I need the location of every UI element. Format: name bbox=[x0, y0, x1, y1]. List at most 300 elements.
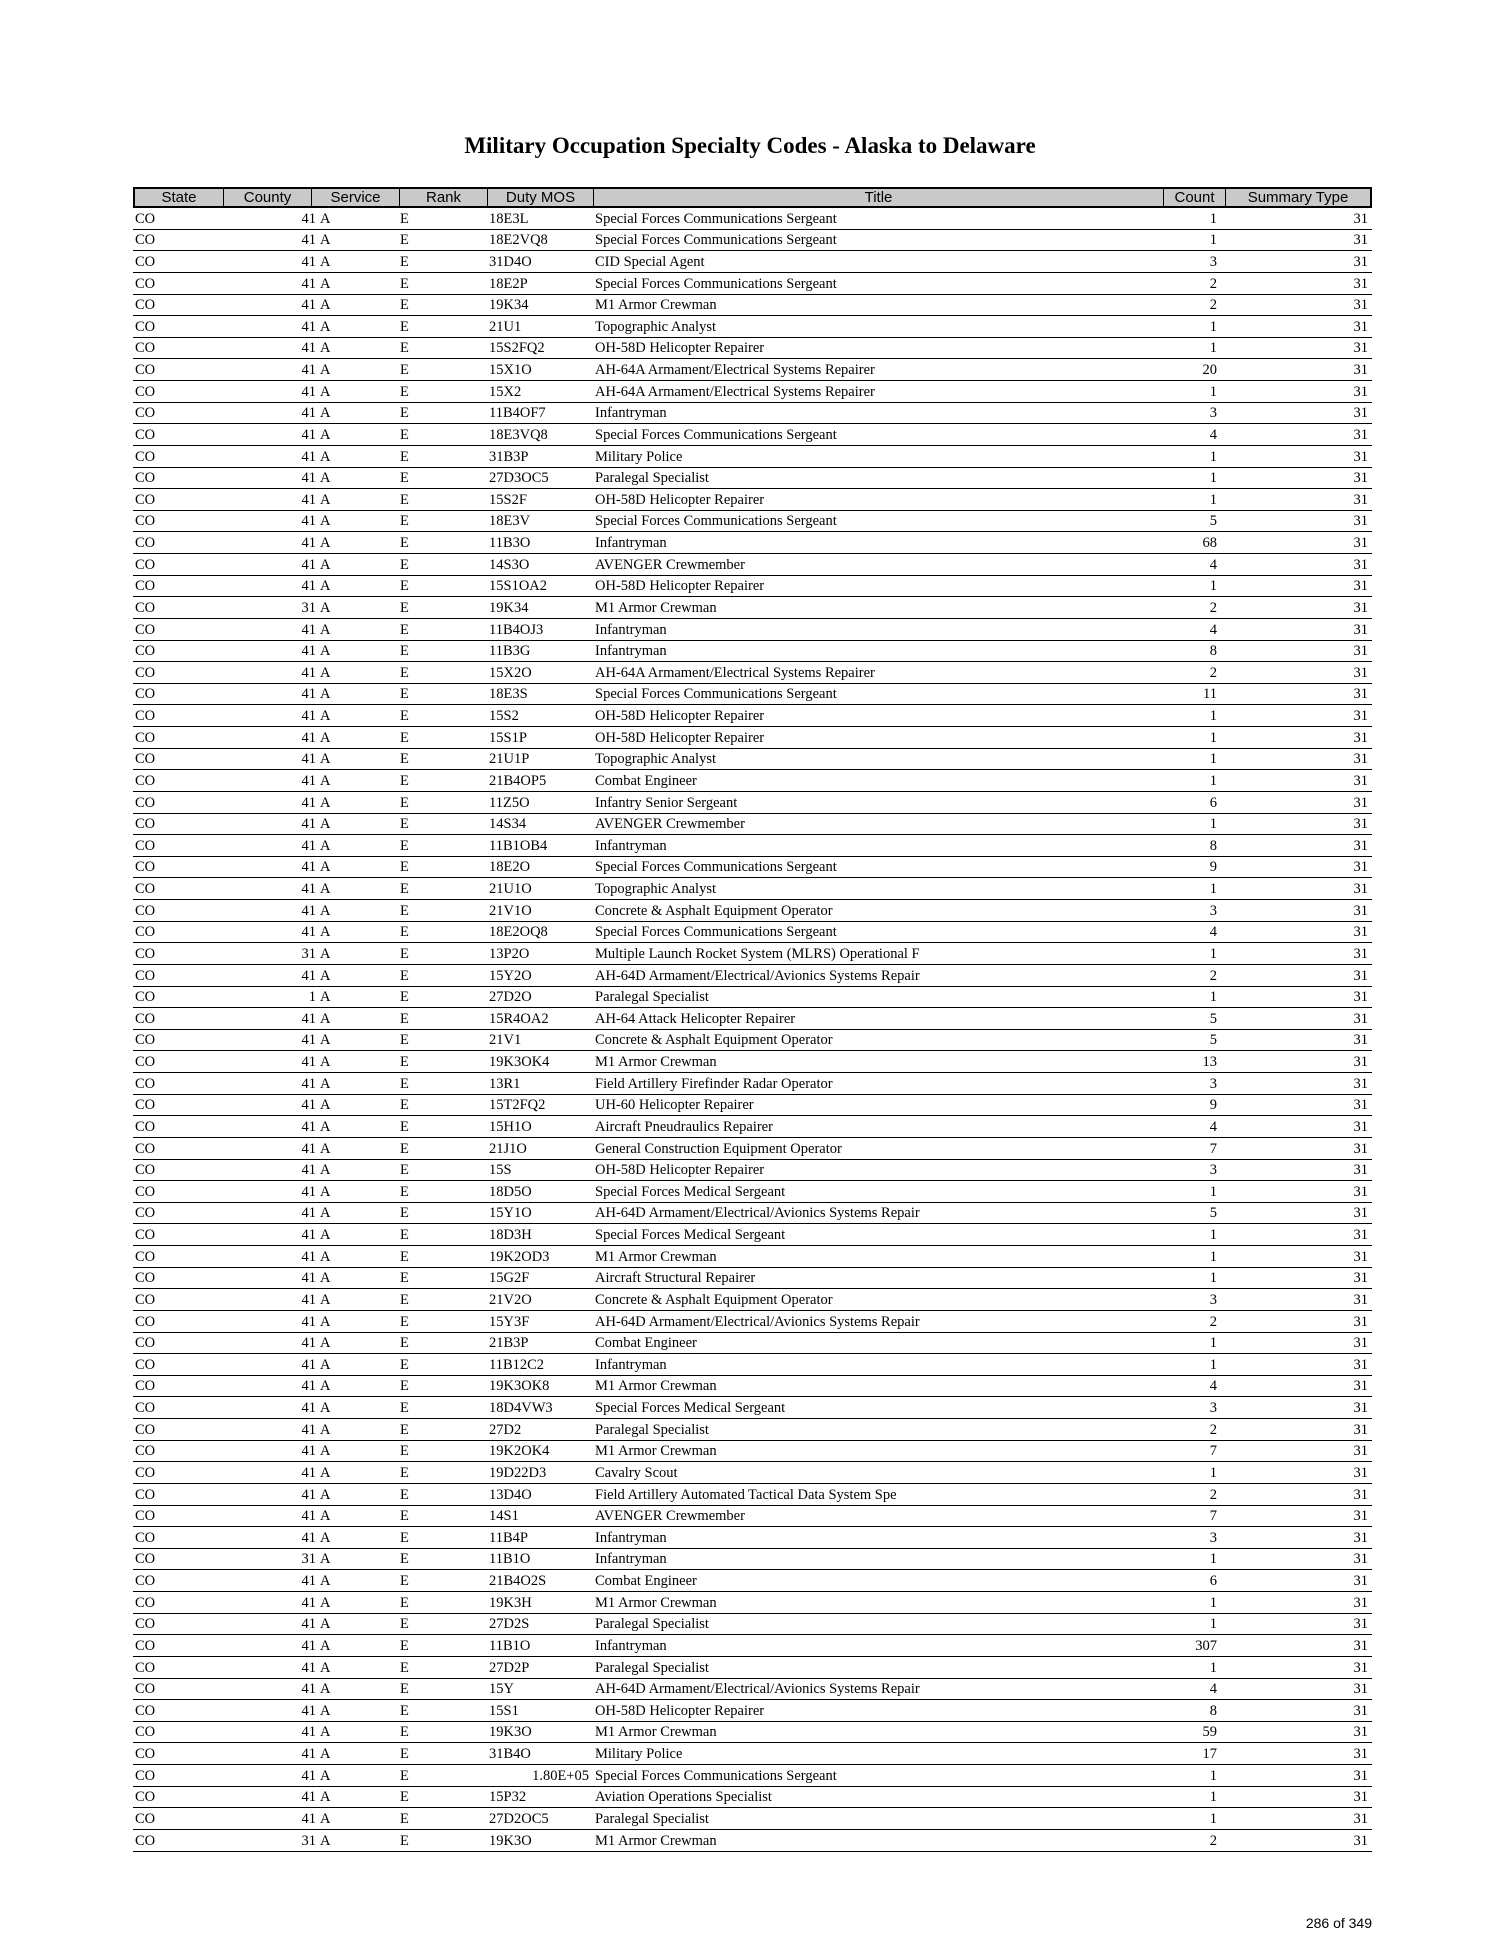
table-row bbox=[133, 619, 1372, 641]
cell-county: 41 bbox=[301, 578, 316, 595]
cell-count: 9 bbox=[1209, 859, 1217, 876]
cell-summary-type: 31 bbox=[1353, 708, 1368, 724]
cell-title: Infantryman bbox=[595, 621, 667, 638]
cell-title: AH-64D Armament/Electrical/Avionics Systems Repair bbox=[595, 1205, 920, 1222]
table-row bbox=[133, 1527, 1372, 1549]
cell-title: AVENGER Crewmember bbox=[595, 816, 745, 833]
cell-title: Combat Engineer bbox=[595, 1573, 697, 1589]
table-row bbox=[133, 597, 1372, 619]
cell-title: Aircraft Pneudraulics Repairer bbox=[595, 1118, 773, 1135]
cell-title: Infantryman bbox=[595, 1356, 667, 1373]
cell-service: A bbox=[320, 772, 331, 789]
cell-summary-type: 31 bbox=[1353, 902, 1368, 919]
cell-rank: E bbox=[400, 1421, 409, 1438]
cell-summary-type: 31 bbox=[1353, 362, 1368, 378]
page-number: 286 of 349 bbox=[1305, 1915, 1372, 1931]
cell-title: Paralegal Specialist bbox=[595, 1616, 709, 1633]
cell-service: A bbox=[320, 1010, 331, 1027]
cell-service: A bbox=[320, 1508, 331, 1525]
cell-service: A bbox=[320, 405, 331, 422]
cell-county: 41 bbox=[301, 1010, 316, 1027]
cell-rank: E bbox=[400, 1356, 409, 1373]
cell-summary-type: 31 bbox=[1353, 1291, 1368, 1308]
cell-summary-type: 31 bbox=[1353, 664, 1368, 681]
cell-title: Special Forces Communications Sergeant bbox=[595, 1767, 837, 1784]
cell-summary-type: 31 bbox=[1353, 1400, 1368, 1416]
cell-duty-mos: 1.80E+05 bbox=[532, 1767, 589, 1784]
cell-title: OH-58D Helicopter Repairer bbox=[595, 1162, 765, 1179]
cell-duty-mos: 11B1OB4 bbox=[489, 837, 548, 854]
cell-duty-mos: 27D3OC5 bbox=[489, 470, 549, 487]
cell-count: 6 bbox=[1209, 794, 1217, 811]
table-row bbox=[133, 1203, 1372, 1225]
cell-service: A bbox=[320, 1248, 331, 1265]
table-row bbox=[133, 1095, 1372, 1117]
cell-duty-mos: 15S2 bbox=[489, 708, 519, 724]
cell-summary-type: 31 bbox=[1353, 816, 1368, 833]
cell-service: A bbox=[320, 491, 331, 508]
cell-service: A bbox=[320, 362, 331, 378]
cell-rank: E bbox=[400, 686, 409, 703]
cell-count: 1 bbox=[1209, 1810, 1217, 1827]
cell-title: Paralegal Specialist bbox=[595, 989, 709, 1006]
cell-service: A bbox=[320, 1183, 331, 1200]
cell-state: CO bbox=[135, 232, 156, 249]
cell-state: CO bbox=[135, 1227, 156, 1243]
cell-county: 41 bbox=[301, 1054, 316, 1070]
cell-state: CO bbox=[135, 1356, 156, 1373]
table-row bbox=[133, 338, 1372, 360]
cell-rank: E bbox=[400, 470, 409, 487]
cell-count: 1 bbox=[1209, 989, 1217, 1006]
cell-rank: E bbox=[400, 664, 409, 681]
table-row bbox=[133, 1051, 1372, 1073]
cell-title: OH-58D Helicopter Repairer bbox=[595, 491, 765, 508]
cell-title: AVENGER Crewmember bbox=[595, 556, 745, 573]
cell-title: Paralegal Specialist bbox=[595, 1421, 709, 1438]
cell-rank: E bbox=[400, 859, 409, 876]
cell-count: 2 bbox=[1209, 1421, 1217, 1438]
cell-state: CO bbox=[135, 621, 156, 638]
cell-service: A bbox=[320, 1832, 331, 1849]
cell-county: 41 bbox=[301, 513, 316, 530]
cell-state: CO bbox=[135, 599, 156, 616]
cell-count: 59 bbox=[1202, 1724, 1217, 1741]
cell-service: A bbox=[320, 837, 331, 854]
cell-rank: E bbox=[400, 1183, 409, 1200]
page-title: Military Occupation Specialty Codes - Alaska to Delaware bbox=[464, 133, 1036, 158]
table-row bbox=[133, 727, 1372, 749]
cell-rank: E bbox=[400, 1681, 409, 1698]
cell-summary-type: 31 bbox=[1353, 751, 1368, 768]
cell-summary-type: 31 bbox=[1353, 426, 1368, 443]
table-row bbox=[133, 1484, 1372, 1506]
cell-count: 7 bbox=[1209, 1140, 1217, 1157]
cell-summary-type: 31 bbox=[1353, 448, 1368, 465]
cell-duty-mos: 19K3O bbox=[489, 1724, 532, 1741]
cell-service: A bbox=[320, 1810, 331, 1827]
cell-duty-mos: 31B3P bbox=[489, 448, 529, 465]
cell-duty-mos: 19K3H bbox=[489, 1594, 532, 1611]
cell-rank: E bbox=[400, 1313, 409, 1330]
cell-service: A bbox=[320, 1681, 331, 1698]
cell-count: 2 bbox=[1209, 967, 1217, 984]
cell-county: 41 bbox=[301, 1140, 316, 1157]
cell-title: Paralegal Specialist bbox=[595, 1659, 709, 1676]
cell-state: CO bbox=[135, 405, 156, 422]
cell-service: A bbox=[320, 426, 331, 443]
cell-duty-mos: 14S34 bbox=[489, 816, 527, 833]
cell-county: 41 bbox=[301, 535, 316, 551]
cell-summary-type: 31 bbox=[1353, 232, 1368, 249]
table-row bbox=[133, 251, 1372, 273]
table-row bbox=[133, 1224, 1372, 1246]
cell-duty-mos: 21U1P bbox=[489, 751, 530, 768]
cell-county: 41 bbox=[301, 1443, 316, 1460]
cell-rank: E bbox=[400, 1594, 409, 1611]
cell-rank: E bbox=[400, 362, 409, 378]
cell-rank: E bbox=[400, 1248, 409, 1265]
cell-state: CO bbox=[135, 1140, 156, 1157]
cell-count: 5 bbox=[1209, 1010, 1217, 1027]
cell-county: 41 bbox=[301, 794, 316, 811]
cell-summary-type: 31 bbox=[1353, 1162, 1368, 1179]
cell-title: Special Forces Medical Sergeant bbox=[595, 1183, 786, 1200]
cell-duty-mos: 18E2O bbox=[489, 859, 531, 876]
cell-state: CO bbox=[135, 945, 156, 962]
cell-rank: E bbox=[400, 1464, 409, 1481]
table-row bbox=[133, 403, 1372, 425]
cell-count: 1 bbox=[1209, 1464, 1217, 1481]
table-row bbox=[133, 1743, 1372, 1765]
cell-title: M1 Armor Crewman bbox=[595, 1724, 717, 1741]
cell-summary-type: 31 bbox=[1353, 340, 1368, 357]
cell-summary-type: 31 bbox=[1353, 1594, 1368, 1611]
cell-state: CO bbox=[135, 1335, 156, 1352]
cell-county: 41 bbox=[301, 491, 316, 508]
cell-duty-mos: 15H1O bbox=[489, 1118, 532, 1135]
cell-summary-type: 31 bbox=[1353, 643, 1368, 660]
cell-state: CO bbox=[135, 1659, 156, 1676]
cell-title: Concrete & Asphalt Equipment Operator bbox=[595, 902, 833, 919]
cell-summary-type: 31 bbox=[1353, 318, 1368, 335]
table-row bbox=[133, 1397, 1372, 1419]
cell-duty-mos: 19K3OK4 bbox=[489, 1054, 550, 1070]
cell-summary-type: 31 bbox=[1353, 253, 1368, 270]
cell-county: 41 bbox=[301, 318, 316, 335]
cell-title: Special Forces Communications Sergeant bbox=[595, 859, 837, 876]
cell-count: 17 bbox=[1202, 1746, 1217, 1762]
cell-service: A bbox=[320, 1227, 331, 1243]
cell-service: A bbox=[320, 751, 331, 768]
cell-county: 41 bbox=[301, 729, 316, 746]
cell-count: 13 bbox=[1202, 1054, 1217, 1070]
cell-service: A bbox=[320, 535, 331, 551]
cell-service: A bbox=[320, 1291, 331, 1308]
cell-rank: E bbox=[400, 1659, 409, 1676]
cell-state: CO bbox=[135, 1075, 156, 1092]
cell-summary-type: 31 bbox=[1353, 686, 1368, 703]
table-row bbox=[133, 381, 1372, 403]
cell-count: 4 bbox=[1209, 1378, 1217, 1395]
cell-title: OH-58D Helicopter Repairer bbox=[595, 340, 765, 357]
cell-county: 41 bbox=[301, 686, 316, 703]
cell-duty-mos: 15R4OA2 bbox=[489, 1010, 549, 1027]
cell-count: 2 bbox=[1209, 275, 1217, 292]
cell-service: A bbox=[320, 556, 331, 573]
cell-county: 31 bbox=[301, 599, 316, 616]
header-title: Title bbox=[594, 189, 1164, 206]
cell-count: 1 bbox=[1209, 470, 1217, 487]
cell-title: Paralegal Specialist bbox=[595, 470, 709, 487]
header-count: Count bbox=[1164, 189, 1226, 206]
cell-rank: E bbox=[400, 1810, 409, 1827]
cell-rank: E bbox=[400, 1118, 409, 1135]
cell-rank: E bbox=[400, 1529, 409, 1546]
header-summary-type: Summary Type bbox=[1247, 189, 1349, 206]
table-row bbox=[133, 705, 1372, 727]
cell-count: 1 bbox=[1209, 1659, 1217, 1676]
cell-title: Infantryman bbox=[595, 643, 667, 660]
cell-county: 41 bbox=[301, 816, 316, 833]
cell-service: A bbox=[320, 967, 331, 984]
cell-summary-type: 31 bbox=[1353, 1248, 1368, 1265]
cell-service: A bbox=[320, 383, 331, 400]
cell-rank: E bbox=[400, 1573, 409, 1589]
cell-summary-type: 31 bbox=[1353, 1205, 1368, 1222]
cell-county: 41 bbox=[301, 967, 316, 984]
cell-state: CO bbox=[135, 1118, 156, 1135]
table-row bbox=[133, 770, 1372, 792]
header-state: State bbox=[135, 189, 224, 206]
table-row bbox=[133, 749, 1372, 771]
table-row bbox=[133, 814, 1372, 836]
cell-title: General Construction Equipment Operator bbox=[595, 1140, 842, 1157]
cell-duty-mos: 19K34 bbox=[489, 297, 529, 314]
cell-service: A bbox=[320, 1075, 331, 1092]
cell-service: A bbox=[320, 448, 331, 465]
cell-state: CO bbox=[135, 664, 156, 681]
cell-summary-type: 31 bbox=[1353, 1356, 1368, 1373]
cell-duty-mos: 11B12C2 bbox=[489, 1356, 545, 1373]
table-row bbox=[133, 641, 1372, 663]
table-row bbox=[133, 1333, 1372, 1355]
cell-county: 41 bbox=[301, 1227, 316, 1243]
cell-service: A bbox=[320, 1529, 331, 1546]
cell-count: 20 bbox=[1202, 362, 1217, 378]
cell-count: 8 bbox=[1209, 1702, 1217, 1719]
cell-county: 41 bbox=[301, 1810, 316, 1827]
cell-service: A bbox=[320, 1140, 331, 1157]
cell-summary-type: 31 bbox=[1353, 1443, 1368, 1460]
table-row bbox=[133, 489, 1372, 511]
cell-county: 41 bbox=[301, 772, 316, 789]
cell-count: 1 bbox=[1209, 708, 1217, 724]
cell-state: CO bbox=[135, 1464, 156, 1481]
cell-count: 1 bbox=[1209, 1551, 1217, 1568]
cell-rank: E bbox=[400, 1746, 409, 1762]
table-row bbox=[133, 316, 1372, 338]
cell-state: CO bbox=[135, 1529, 156, 1546]
cell-duty-mos: 27D2P bbox=[489, 1659, 530, 1676]
cell-count: 2 bbox=[1209, 599, 1217, 616]
cell-title: M1 Armor Crewman bbox=[595, 1378, 717, 1395]
table-row bbox=[133, 446, 1372, 468]
cell-duty-mos: 18E2VQ8 bbox=[489, 232, 548, 249]
cell-county: 41 bbox=[301, 1270, 316, 1287]
cell-duty-mos: 27D2S bbox=[489, 1616, 530, 1633]
cell-county: 41 bbox=[301, 1637, 316, 1654]
table-row bbox=[133, 1138, 1372, 1160]
cell-summary-type: 31 bbox=[1353, 405, 1368, 422]
cell-state: CO bbox=[135, 448, 156, 465]
cell-count: 68 bbox=[1202, 535, 1217, 551]
table-row bbox=[133, 1246, 1372, 1268]
cell-county: 41 bbox=[301, 1118, 316, 1135]
cell-rank: E bbox=[400, 1400, 409, 1416]
cell-state: CO bbox=[135, 881, 156, 897]
cell-county: 41 bbox=[301, 253, 316, 270]
cell-count: 1 bbox=[1209, 448, 1217, 465]
cell-summary-type: 31 bbox=[1353, 297, 1368, 314]
cell-duty-mos: 21B4O2S bbox=[489, 1573, 547, 1589]
cell-rank: E bbox=[400, 210, 409, 227]
table-row bbox=[133, 965, 1372, 987]
cell-summary-type: 31 bbox=[1353, 794, 1368, 811]
table-row bbox=[133, 1592, 1372, 1614]
cell-state: CO bbox=[135, 275, 156, 292]
cell-duty-mos: 15Y2O bbox=[489, 967, 532, 984]
cell-duty-mos: 14S1 bbox=[489, 1508, 519, 1525]
table-row bbox=[133, 857, 1372, 879]
table-row bbox=[133, 230, 1372, 252]
cell-title: Special Forces Communications Sergeant bbox=[595, 924, 837, 941]
cell-service: A bbox=[320, 621, 331, 638]
cell-summary-type: 31 bbox=[1353, 1616, 1368, 1633]
table-row bbox=[133, 987, 1372, 1009]
cell-duty-mos: 15Y1O bbox=[489, 1205, 532, 1222]
cell-county: 41 bbox=[301, 1162, 316, 1179]
cell-state: CO bbox=[135, 967, 156, 984]
cell-state: CO bbox=[135, 513, 156, 530]
cell-rank: E bbox=[400, 881, 409, 897]
cell-summary-type: 31 bbox=[1353, 1270, 1368, 1287]
cell-count: 1 bbox=[1209, 1594, 1217, 1611]
cell-state: CO bbox=[135, 1486, 156, 1503]
cell-service: A bbox=[320, 1270, 331, 1287]
cell-title: AH-64D Armament/Electrical/Avionics Systems Repair bbox=[595, 967, 920, 984]
cell-count: 7 bbox=[1209, 1443, 1217, 1460]
cell-county: 31 bbox=[301, 945, 316, 962]
cell-service: A bbox=[320, 881, 331, 897]
cell-summary-type: 31 bbox=[1353, 859, 1368, 876]
cell-duty-mos: 11B1O bbox=[489, 1551, 531, 1568]
cell-duty-mos: 18D4VW3 bbox=[489, 1400, 553, 1416]
cell-state: CO bbox=[135, 210, 156, 227]
cell-rank: E bbox=[400, 729, 409, 746]
cell-state: CO bbox=[135, 1573, 156, 1589]
cell-county: 41 bbox=[301, 1097, 316, 1114]
cell-count: 5 bbox=[1209, 1205, 1217, 1222]
cell-title: Military Police bbox=[595, 1746, 683, 1762]
cell-title: AH-64D Armament/Electrical/Avionics Systems Repair bbox=[595, 1681, 920, 1698]
cell-service: A bbox=[320, 1421, 331, 1438]
cell-service: A bbox=[320, 1464, 331, 1481]
cell-state: CO bbox=[135, 794, 156, 811]
cell-duty-mos: 19D22D3 bbox=[489, 1464, 547, 1481]
cell-summary-type: 31 bbox=[1353, 1227, 1368, 1243]
cell-service: A bbox=[320, 1335, 331, 1352]
cell-rank: E bbox=[400, 297, 409, 314]
cell-summary-type: 31 bbox=[1353, 1010, 1368, 1027]
cell-duty-mos: 11B4OF7 bbox=[489, 405, 546, 422]
cell-rank: E bbox=[400, 491, 409, 508]
cell-title: Infantryman bbox=[595, 1637, 667, 1654]
cell-duty-mos: 21B4OP5 bbox=[489, 772, 547, 789]
cell-rank: E bbox=[400, 1724, 409, 1741]
cell-title: Infantryman bbox=[595, 535, 667, 551]
cell-service: A bbox=[320, 210, 331, 227]
cell-duty-mos: 13P2O bbox=[489, 945, 530, 962]
cell-service: A bbox=[320, 1313, 331, 1330]
cell-count: 1 bbox=[1209, 318, 1217, 335]
cell-summary-type: 31 bbox=[1353, 945, 1368, 962]
cell-service: A bbox=[320, 1789, 331, 1806]
cell-service: A bbox=[320, 1702, 331, 1719]
header-service: Service bbox=[312, 189, 400, 206]
cell-count: 1 bbox=[1209, 232, 1217, 249]
cell-state: CO bbox=[135, 859, 156, 876]
cell-duty-mos: 11B3G bbox=[489, 643, 531, 660]
cell-service: A bbox=[320, 1486, 331, 1503]
cell-service: A bbox=[320, 708, 331, 724]
table-row bbox=[133, 576, 1372, 598]
cell-summary-type: 31 bbox=[1353, 210, 1368, 227]
cell-county: 31 bbox=[301, 1551, 316, 1568]
cell-summary-type: 31 bbox=[1353, 275, 1368, 292]
cell-summary-type: 31 bbox=[1353, 1810, 1368, 1827]
table-row bbox=[133, 208, 1372, 230]
cell-rank: E bbox=[400, 340, 409, 357]
cell-service: A bbox=[320, 729, 331, 746]
cell-state: CO bbox=[135, 556, 156, 573]
cell-county: 41 bbox=[301, 448, 316, 465]
cell-duty-mos: 15S bbox=[489, 1162, 512, 1179]
table-row bbox=[133, 878, 1372, 900]
table-row bbox=[133, 273, 1372, 295]
cell-duty-mos: 21V1 bbox=[489, 1032, 522, 1049]
cell-state: CO bbox=[135, 1616, 156, 1633]
cell-count: 1 bbox=[1209, 1616, 1217, 1633]
cell-state: CO bbox=[135, 1248, 156, 1265]
cell-rank: E bbox=[400, 1054, 409, 1070]
cell-duty-mos: 21J1O bbox=[489, 1140, 527, 1157]
cell-service: A bbox=[320, 664, 331, 681]
cell-count: 1 bbox=[1209, 751, 1217, 768]
cell-state: CO bbox=[135, 708, 156, 724]
mos-table bbox=[133, 187, 1372, 1852]
cell-state: CO bbox=[135, 1183, 156, 1200]
cell-rank: E bbox=[400, 426, 409, 443]
cell-service: A bbox=[320, 1205, 331, 1222]
cell-title: M1 Armor Crewman bbox=[595, 1594, 717, 1611]
cell-county: 41 bbox=[301, 1681, 316, 1698]
cell-count: 1 bbox=[1209, 945, 1217, 962]
cell-county: 41 bbox=[301, 1313, 316, 1330]
cell-rank: E bbox=[400, 1097, 409, 1114]
cell-service: A bbox=[320, 1746, 331, 1762]
cell-count: 3 bbox=[1209, 902, 1217, 919]
